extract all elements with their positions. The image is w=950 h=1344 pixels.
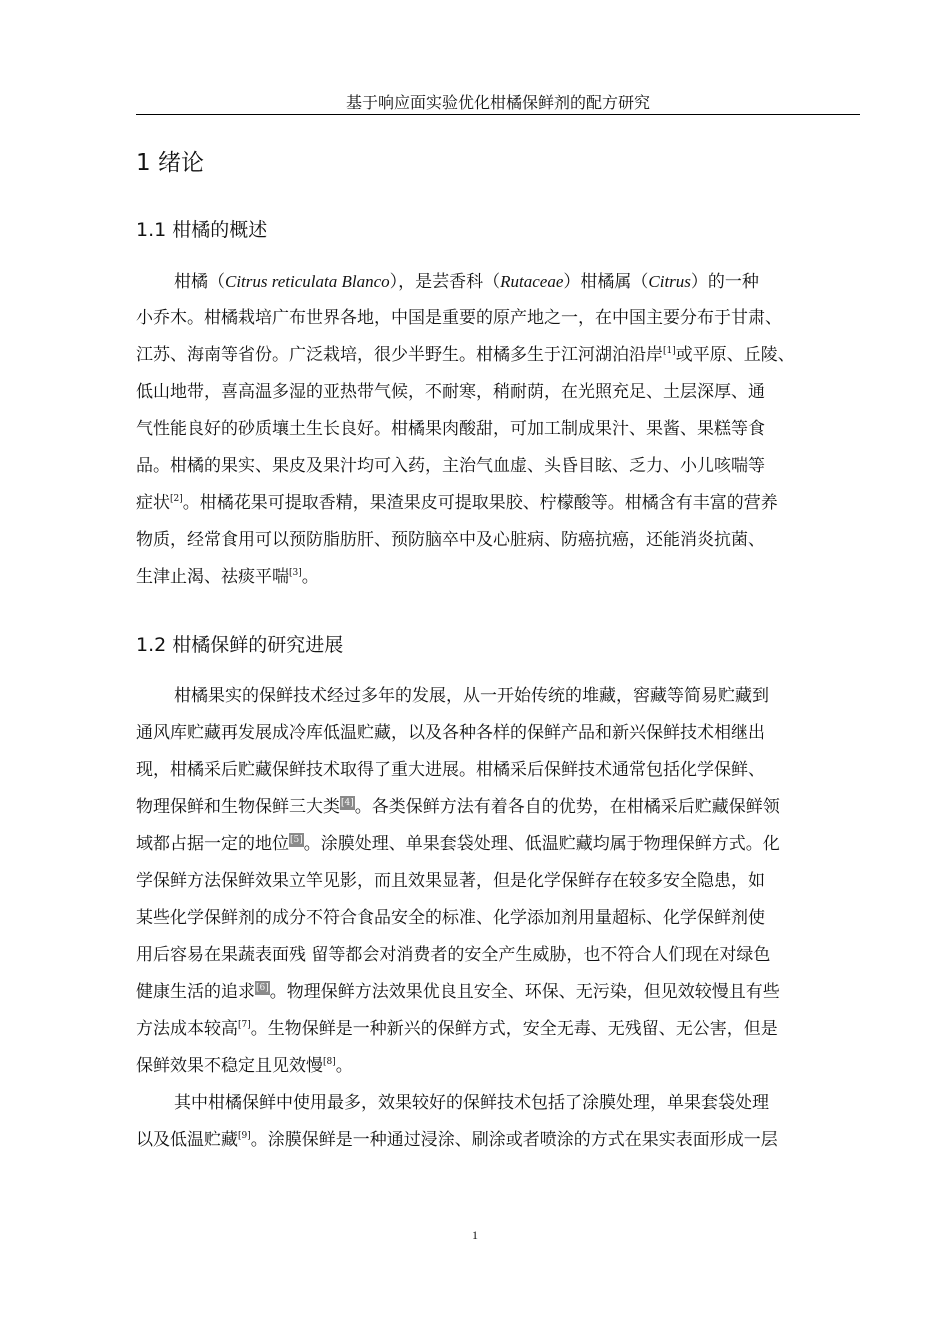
section-title-1-2: 1.2 柑橘保鲜的研究进展 <box>136 634 344 656</box>
paragraph-line: 其中柑橘保鲜中使用最多，效果较好的保鲜技术包括了涂膜处理，单果套袋处理 <box>174 1093 769 1113</box>
citation-ref[interactable]: [2] <box>170 494 183 504</box>
paragraph-line: 学保鲜方法保鲜效果立竿见影，而且效果显著，但是化学保鲜存在较多安全隐患，如 <box>136 871 765 891</box>
paragraph-line: 通风库贮藏再发展成冷库低温贮藏，以及各种各样的保鲜产品和新兴保鲜技术相继出 <box>136 723 765 743</box>
section-1-2-paragraph <box>136 678 866 1085</box>
paragraph-line: 以及低温贮藏[9]。涂膜保鲜是一种通过浸涂、刷涂或者喷涂的方式在果实表面形成一层 <box>136 1130 778 1150</box>
section-1-2-paragraph-2 <box>136 1085 866 1159</box>
citation-ref[interactable]: [3] <box>289 568 302 578</box>
paragraph-line: 现，柑橘采后贮藏保鲜技术取得了重大进展。柑橘采后保鲜技术通常包括化学保鲜、 <box>136 760 765 780</box>
citation-ref[interactable]: [7] <box>238 1020 251 1030</box>
running-header: 基于响应面实验优化柑橘保鲜剂的配方研究 <box>345 93 650 112</box>
chapter-title: 1 绪论 <box>136 150 204 176</box>
citation-ref[interactable]: [5] <box>290 835 303 845</box>
page-number: 1 <box>472 1228 478 1242</box>
paragraph-line: 品。柑橘的果实、果皮及果汁均可入药，主治气血虚、头昏目眩、乏力、小儿咳喘等 <box>136 456 765 476</box>
paragraph-line: 小乔木。柑橘栽培广布世界各地，中国是重要的原产地之一，在中国主要分布于甘肃、 <box>136 308 782 328</box>
citation-ref[interactable]: [1] <box>663 346 676 356</box>
section-1-1-paragraph <box>136 263 866 596</box>
paragraph-line: 柑橘（Citrus reticulata Blanco），是芸香科（Rutaceae）柑橘属（Citrus）的一种 <box>174 272 759 292</box>
paragraph-line: 低山地带，喜高温多湿的亚热带气候，不耐寒，稍耐荫，在光照充足、土层深厚、通 <box>136 382 765 402</box>
paragraph-line: 物质，经常食用可以预防脂肪肝、预防脑卒中及心脏病、防癌抗癌，还能消炎抗菌、 <box>136 530 765 550</box>
header-rule <box>136 114 860 115</box>
paragraph-line: 用后容易在果蔬表面残 留等都会对消费者的安全产生威胁，也不符合人们现在对绿色 <box>136 945 771 965</box>
section-title-1-1: 1.1 柑橘的概述 <box>136 219 268 241</box>
paragraph-line: 健康生活的追求[6]。物理保鲜方法效果优良且安全、环保、无污染，但见效较慢且有些 <box>136 982 780 1002</box>
paragraph-line: 症状[2]。柑橘花果可提取香精，果渣果皮可提取果胶、柠檬酸等。柑橘含有丰富的营养 <box>136 493 778 513</box>
citation-ref[interactable]: [8] <box>323 1057 336 1067</box>
paragraph-line: 某些化学保鲜剂的成分不符合食品安全的标准、化学添加剂用量超标、化学保鲜剂使 <box>136 908 765 928</box>
paragraph-line: 柑橘果实的保鲜技术经过多年的发展，从一开始传统的堆藏，窖藏等简易贮藏到 <box>174 686 769 706</box>
citation-ref[interactable]: [6] <box>256 983 269 993</box>
paragraph-line: 江苏、海南等省份。广泛栽培，很少半野生。柑橘多生于江河湖泊沿岸[1]或平原、丘陵、 <box>136 345 795 365</box>
paragraph-line: 域都占据一定的地位[5]。涂膜处理、单果套袋处理、低温贮藏均属于物理保鲜方式。化 <box>136 834 780 854</box>
citation-ref[interactable]: [4] <box>341 798 354 808</box>
scientific-name: Rutaceae <box>500 272 564 291</box>
scientific-name: Citrus <box>648 272 691 291</box>
scientific-name: Citrus reticulata Blanco <box>225 272 390 291</box>
citation-ref[interactable]: [9] <box>238 1131 251 1141</box>
paragraph-line: 生津止渴、祛痰平喘[3]。 <box>136 567 319 587</box>
paragraph-line: 方法成本较高[7]。生物保鲜是一种新兴的保鲜方式，安全无毒、无残留、无公害，但是 <box>136 1019 778 1039</box>
paragraph-line: 气性能良好的砂质壤土生长良好。柑橘果肉酸甜，可加工制成果汁、果酱、果糕等食 <box>136 419 765 439</box>
paragraph-line: 保鲜效果不稳定且见效慢[8]。 <box>136 1056 353 1076</box>
paragraph-line: 物理保鲜和生物保鲜三大类[4]。各类保鲜方法有着各自的优势，在柑橘采后贮藏保鲜领 <box>136 797 780 817</box>
